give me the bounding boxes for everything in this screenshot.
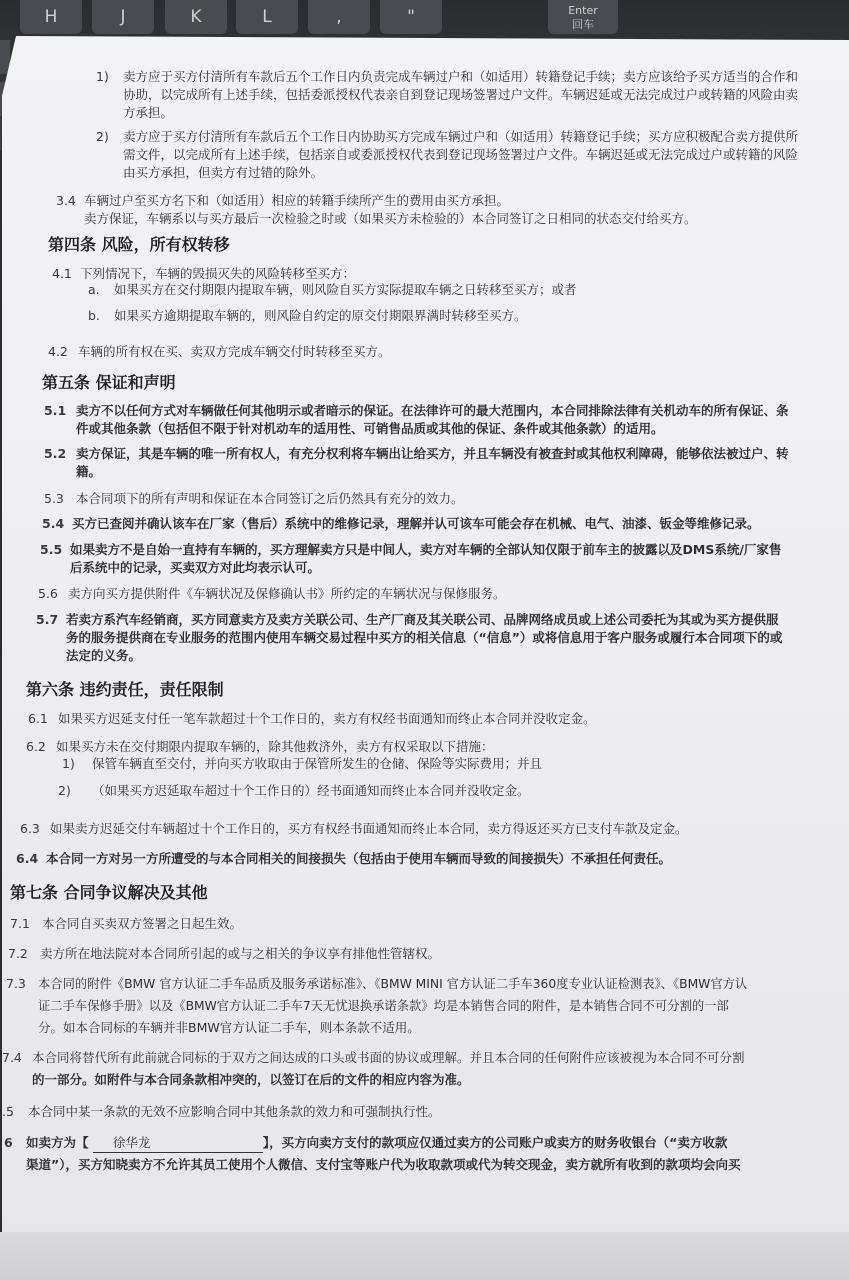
clause-num: 1) [96,69,109,84]
page-bottom-edge [0,1232,849,1280]
clause-text: 籍。 [76,464,102,479]
clause-num: 6.1 [28,711,48,726]
clause-text: 务的服务提供商在专业服务的范围内使用车辆交易过程中买方的相关信息（“信息”）或将信息用于客户服务或履行本合同项下的或 [66,630,783,645]
clause-num: 7.3 [6,976,26,991]
clause-text: 卖方向买方提供附件《车辆状况及保修确认书》所约定的车辆状况与保修服务。 [68,586,506,601]
clause-text: （如果买方迟延取车超过十个工作日的）经书面通知而终止本合同并没收定金。 [92,783,530,798]
clause-text: 如果卖方迟延交付车辆超过十个工作日的，买方有权经书面通知而终止本合同，卖方得返还买方已支付车款及定金。 [50,821,688,836]
clause-num: 5.7 [36,612,59,627]
key-l: L [236,0,298,34]
section-heading: 第七条 合同争议解决及其他 [10,883,208,902]
seller-name-field: 徐华龙 [93,1134,263,1153]
clause-num: 5.1 [44,403,67,418]
clause-num: 2) [58,783,71,798]
clause-text: 下列情况下，车辆的毁损灭失的风险转移至买方： [80,266,356,281]
clause-text [26,1134,727,1153]
clause-text: 卖方所在地法院对本合同所引起的或与之相关的争议享有排他性管辖权。 [40,946,441,961]
clause-suffix: 】，买方向卖方支付的款项应仅通过卖方的公司账户或卖方的财务收银台（“卖方收款 [262,1135,728,1150]
clause-text: 保管车辆直至交付，并向买方收取由于保管所发生的仓储、保险等实际费用；并且 [92,756,543,771]
clause-prefix: 如卖方为【 [26,1135,89,1150]
clause-text: 卖方保证，其是车辆的唯一所有权人，有充分权利将车辆出让给买方，并且车辆没有被查封或其他权利障碍，能够依法被过户、转 [76,446,789,461]
clause-text: 本合同将替代所有此前就合同标的于双方之间达成的口头或书面的协议或理解。并且本合同的任何附件应该被视为本合同不可分割 [32,1050,745,1065]
clause-num: 5.5 [40,542,63,557]
clause-num: 7.2 [8,946,28,961]
clause-text: 如果买方未在交付期限内提取车辆的，除其他救济外，卖方有权采取以下措施： [56,739,494,754]
clause-num: 5.6 [38,586,58,601]
clause-text: 车辆的所有权在买、卖双方完成车辆交付时转移至买方。 [78,344,391,359]
key-enter-label: Enter [568,4,598,17]
key-comma: , [308,0,370,34]
clause-text: 证二手车保修手册》以及《BMW官方认证二手车7天无忧退换承诺条款》均是本销售合同的附件，是本销售合同不可分割的一部 [38,999,729,1013]
clause-num: 5.2 [44,446,67,461]
key-k: K [165,0,227,34]
key-j: J [92,0,154,34]
clause-text: 卖方应于买方付清所有车款后五个工作日内协助买方完成车辆过户和（如适用）转籍登记手续；买方应积极配合卖方提供所 [123,129,799,144]
clause-text: 卖方保证，车辆系以与买方最后一次检验之时或（如果买方未检验的）本合同签订之日相同的状态交付给买方。 [84,211,697,226]
clause-text: 卖方不以任何方式对车辆做任何其他明示或者暗示的保证。在法律许可的最大范围内，本合同排除法律有关机动车的所有保证、条 [76,403,789,418]
section-heading: 第五条 保证和声明 [42,373,176,392]
clause-text: 若卖方系汽车经销商，买方同意卖方及卖方关联公司、生产厂商及其关联公司、品牌网络成员或上述公司委托为其或为买方提供服 [66,612,779,627]
clause-text: 如果买方逾期提取车辆的，则风险自约定的原交付期限界满时转移至买方。 [114,308,527,323]
clause-text: 后系统中的记录，买卖双方对此均表示认可。 [70,560,321,575]
clause-text: 本合同的附件《BMW 官方认证二手车品质及服务承诺标准》、《BMW MINI 官方认证二手车360度专业认证检测表》、《BMW官方认 [38,977,748,991]
section-heading: 第六条 违约责任，责任限制 [26,680,224,699]
clause-text: 需文件，以完成所有上述手续，包括亲自或委派授权代表到登记现场签署过户文件。车辆迟延或无法完成过户或转籍的风险 [123,147,799,162]
clause-text: 如果买方在交付期限内提取车辆，则风险自买方实际提取车辆之日转移至买方；或者 [114,282,577,297]
clause-text: 协助，以完成所有上述手续，包括委派授权代表亲自到登记现场签署过户文件。车辆迟延或无法完成过户或转籍的风险由卖 [123,87,799,102]
clause-text: 方承担。 [123,105,174,120]
clause-num: 4.2 [48,344,68,359]
clause-num: 2) [96,129,109,144]
key-quote: " [380,0,442,34]
clause-num: 6.4 [16,851,39,866]
clause-num: .5 [2,1104,14,1119]
clause-num: 6.2 [26,739,46,754]
clause-num: 5.3 [44,491,64,506]
clause-text: 由买方承担，但卖方有过错的除外。 [123,165,324,180]
clause-num: 3.4 [56,193,76,208]
key-h: H [20,0,82,34]
clause-text: 如果买方迟延支付任一笔车款超过十个工作日的，卖方有权经书面通知而终止本合同并没收定金。 [58,711,596,726]
clause-text: 本合同自买卖双方签署之日起生效。 [42,916,243,931]
clause-text: 的一部分。如附件与本合同条款相冲突的，以签订在后的文件的相应内容为准。 [32,1072,470,1087]
clause-text: 车辆过户至买方名下和（如适用）相应的转籍手续所产生的费用由买方承担。 [84,193,510,208]
clause-text: 法定的义务。 [66,648,142,663]
clause-text: 分。如本合同标的车辆并非BMW官方认证二手车，则本条款不适用。 [38,1020,420,1035]
clause-num: 1) [62,756,75,771]
clause-num: 7.1 [10,916,30,931]
clause-num: 4.1 [52,266,72,281]
clause-text: 件或其他条款（包括但不限于针对机动车的适用性、可销售品质或其他的保证、条件或其他条款）的适用。 [76,421,664,436]
clause-num: 5.4 [42,516,65,531]
clause-num: b. [88,308,100,323]
clause-num: 7.4 [2,1050,22,1065]
key-enter [548,0,618,34]
clause-text: 买方已查阅并确认该车在厂家（售后）系统中的维修记录，理解并认可该车可能会存在机械、电气、油漆、钣金等维修记录。 [72,516,760,531]
clause-text: 如果卖方不是自始一直持有车辆的，买方理解卖方只是中间人，卖方对车辆的全部认知仅限于前车主的披露以及DMS系统/厂家售 [70,542,782,557]
clause-text: 卖方应于买方付清所有车款后五个工作日内负责完成车辆过户和（如适用）转籍登记手续；卖方应该给予买方适当的合作和 [123,69,799,84]
key-enter-sub: 回车 [572,18,594,31]
clause-num: 6 [4,1135,13,1150]
clause-num: a. [88,282,100,297]
clause-text: 渠道”），买方知晓卖方不允许其员工使用个人微信、支付宝等账户代为收取款项或代为转交现金，卖方就所有收到的款项均会向买 [26,1157,741,1172]
clause-text: 本合同一方对另一方所遭受的与本合同相关的间接损失（包括由于使用车辆而导致的间接损失）不承担任何责任。 [46,851,672,866]
section-heading: 第四条 风险，所有权转移 [48,235,230,254]
clause-text: 本合同项下的所有声明和保证在本合同签订之后仍然具有充分的效力。 [76,491,464,506]
clause-text: 本合同中某一条款的无效不应影响合同中其他条款的效力和可强制执行性。 [28,1104,441,1119]
clause-num: 6.3 [20,821,40,836]
